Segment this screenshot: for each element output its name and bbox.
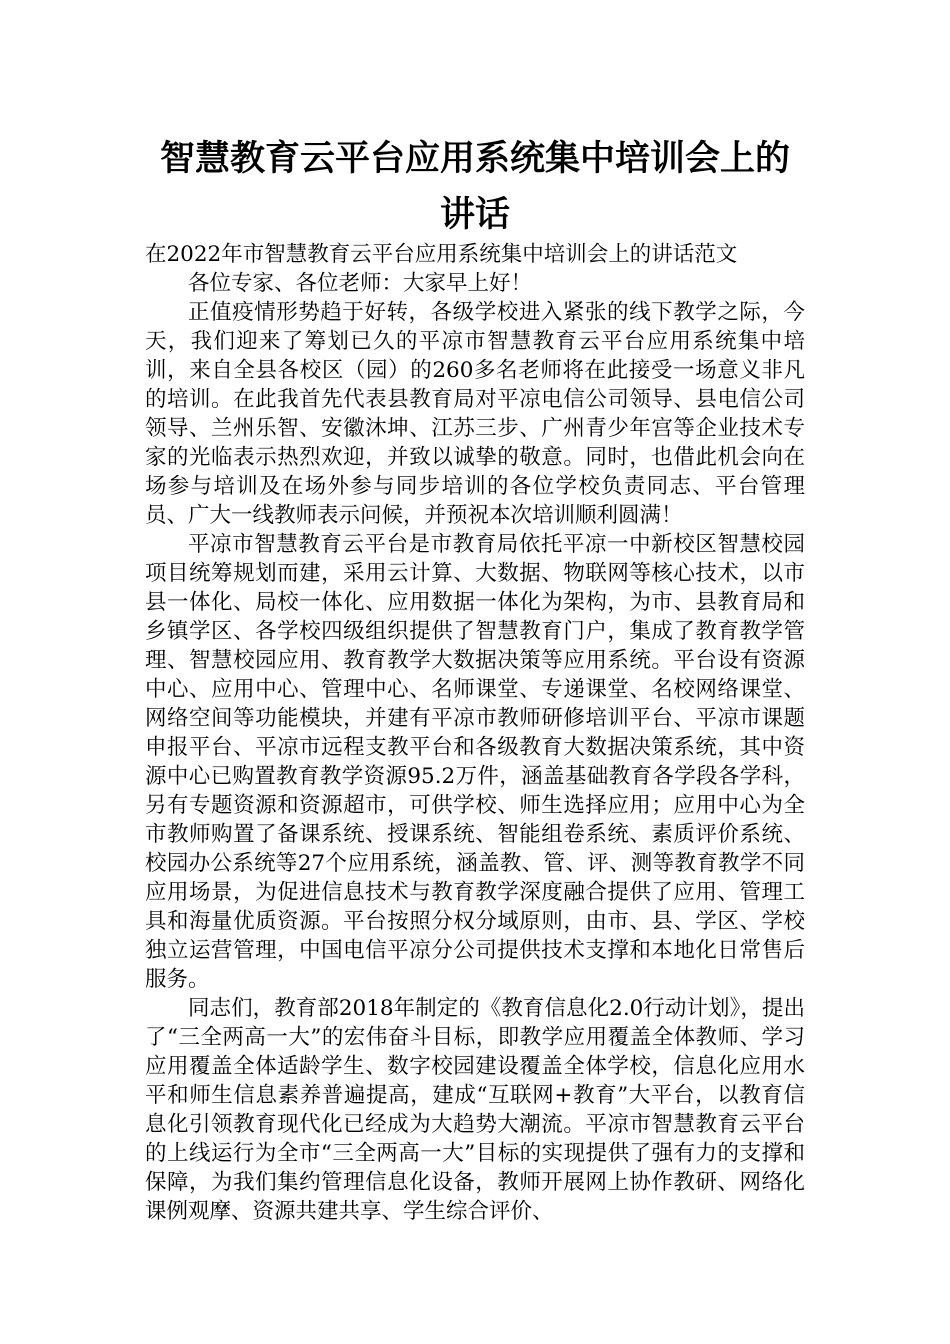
document-title-line-2: 讲话 bbox=[439, 195, 510, 235]
document-subtitle: 在2022年市智慧教育云平台应用系统集中培训会上的讲话范文 bbox=[145, 242, 738, 267]
document-title-line-1: 智慧教育云平台应用系统集中培训会上的 bbox=[159, 139, 790, 179]
body-paragraph: 正值疫情形势趋于好转，各级学校进入紧张的线下教学之际，今天，我们迎来了筹划已久的平凉市智慧教育云平台应用系统集中培训，来自全县各校区（园）的260多名老师将在此接受一场意义非凡的培训。在此我首先代表县教育局对平凉电信公司领导、县电信公司领导、兰州乐智、安徽沐坤、江苏三步、广州青少年宫等企业技术专家的光临表示热烈欢迎，并致以诚挚的敬意。同时，也借此机会向在场参与培训及在场外参与同步培训的各位学校负责同志、平台管理员、广大一线教师表示问候，并预祝本次培训顺利圆满！ bbox=[145, 300, 805, 528]
body-paragraph: 同志们，教育部2018年制定的《教育信息化2.0行动计划》，提出了“三全两高一大”的宏伟奋斗目标，即教学应用覆盖全体教师、学习应用覆盖全体适龄学生、数字校园建设覆盖全体学校，信息化应用水平和师生信息素养普遍提高，建成“互联网+教育”大平台，以教育信息化引领教育现代化已经成为大趋势大潮流。平凉市智慧教育云平台的上线运行为全市“三全两高一大”目标的实现提供了强有力的支撑和保障，为我们集约管理信息化设备，教师开展网上协作教研、网络化课例观摩、资源共建共享、学生综合评价、 bbox=[145, 996, 805, 1224]
document-body bbox=[145, 240, 805, 1226]
body-paragraph: 平凉市智慧教育云平台是市教育局依托平凉一中新校区智慧校园项目统筹规划而建，采用云计算、大数据、物联网等核心技术，以市县一体化、局校一体化、应用数据一体化为架构，为市、县教育局和乡镇学区、各学校四级组织提供了智慧教育门户，集成了教育教学管理、智慧校园应用、教育教学大数据决策等应用系统。平台设有资源中心、应用中心、管理中心、名师课堂、专递课堂、名校网络课堂、网络空间等功能模块，并建有平凉市教师研修培训平台、平凉市课题申报平台、平凉市远程支教平台和各级教育大数据决策系统，其中资源中心已购置教育教学资源95.2万件，涵盖基础教育各学段各学科，另有专题资源和资源超市，可供学校、师生选择应用；应用中心为全市教师购置了备课系统、授课系统、智能组卷系统、素质评价系统、校园办公系统等27个应用系统，涵盖教、管、评、测等教育教学不同应用场景，为促进信息技术与教育教学深度融合提供了应用、管理工具和海量优质资源。平台按照分权分域原则，由市、县、学区、学校独立运营管理，中国电信平凉分公司提供技术支撑和本地化日常售后服务。 bbox=[145, 532, 805, 992]
greeting-paragraph: 各位专家、各位老师：大家早上好！ bbox=[188, 271, 533, 296]
